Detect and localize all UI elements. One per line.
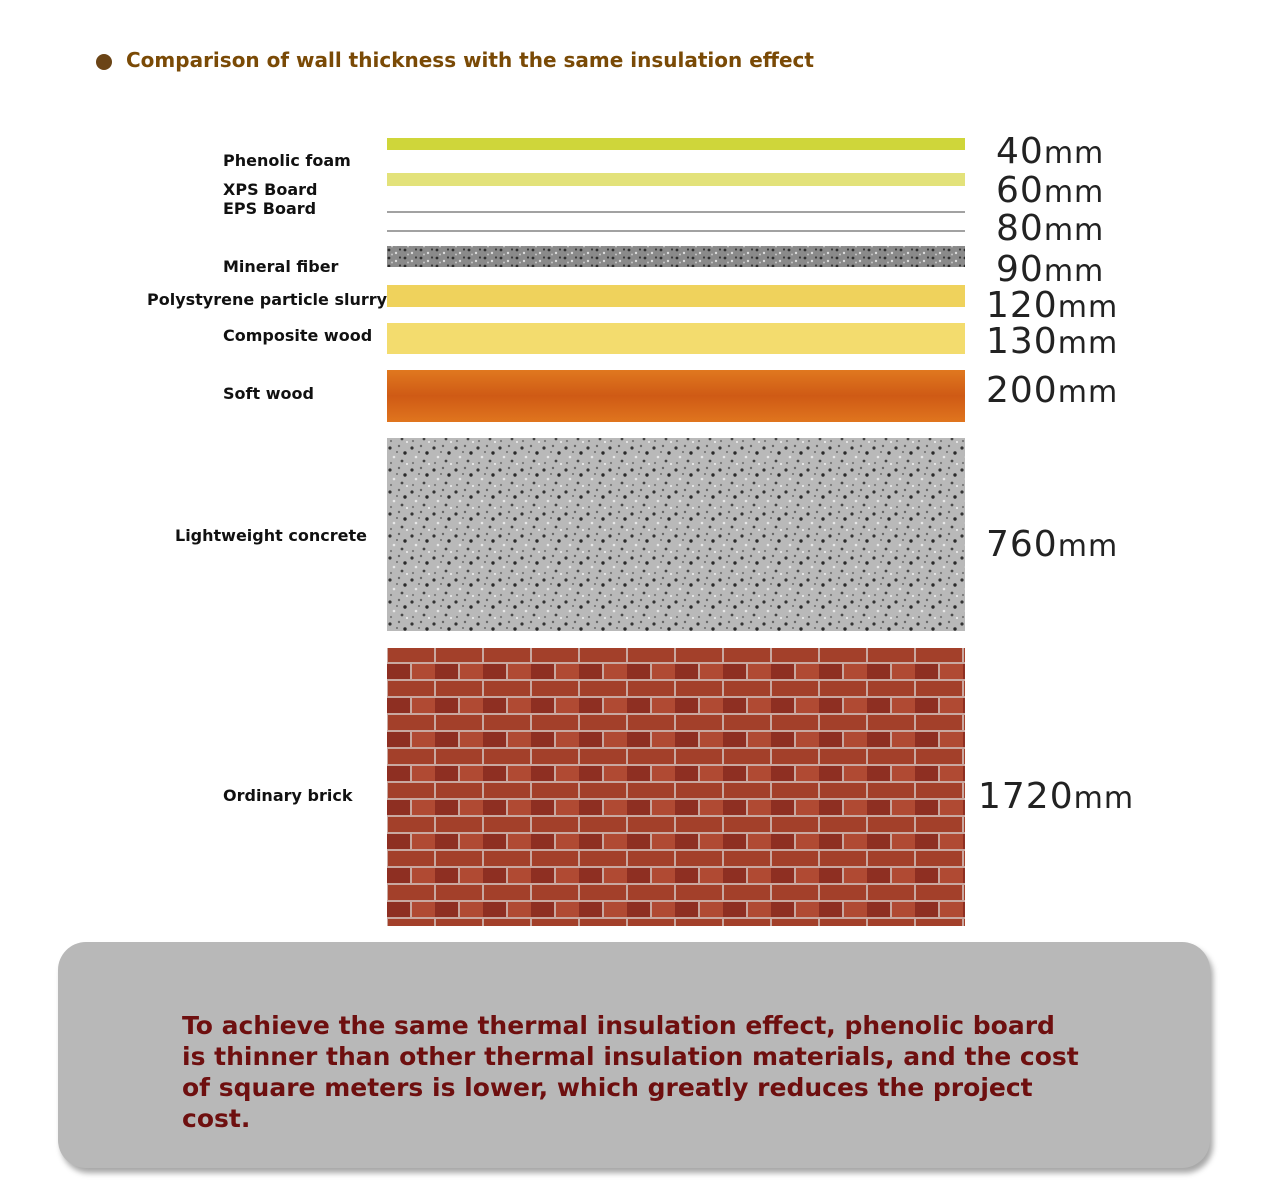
layer-mineral-fiber: [387, 246, 965, 267]
label-lightweight-concrete: Lightweight concrete: [175, 526, 367, 545]
layer-polystyrene-slurry: [387, 285, 965, 307]
bullet-icon: [96, 54, 112, 70]
label-soft-wood: Soft wood: [223, 384, 314, 403]
label-mineral-fiber: Mineral fiber: [223, 257, 339, 276]
layer-xps-board: [387, 173, 965, 186]
label-phenolic-foam: Phenolic foam: [223, 151, 351, 170]
thickness-eps-board: 80mm: [996, 208, 1105, 249]
thickness-lightweight-concrete: 760mm: [986, 524, 1119, 565]
label-ordinary-brick: Ordinary brick: [223, 786, 353, 805]
note-text: To achieve the same thermal insulation effect, phenolic board is thinner than other thermal insulation materials, and the cost of square meters is lower, which greatly reduces the project cost.: [182, 1011, 1079, 1133]
thickness-xps-board: 60mm: [996, 170, 1105, 211]
layer-soft-wood: [387, 370, 965, 422]
thickness-polystyrene-slurry: 120mm: [986, 285, 1119, 326]
thickness-mineral-fiber: 90mm: [996, 249, 1105, 290]
thickness-ordinary-brick: 1720mm: [978, 776, 1135, 817]
label-composite-wood: Composite wood: [223, 326, 373, 345]
thickness-composite-wood: 130mm: [986, 321, 1119, 362]
layer-strips: [387, 136, 967, 928]
page-title: Comparison of wall thickness with the same insulation effect: [126, 48, 814, 72]
label-eps-board: EPS Board: [223, 199, 317, 218]
thickness-phenolic-foam: 40mm: [996, 131, 1105, 172]
label-polystyrene-slurry: Polystyrene particle slurry: [147, 290, 388, 309]
label-xps-board: XPS Board: [223, 180, 318, 199]
note-box: [58, 942, 1210, 1168]
thickness-soft-wood: 200mm: [986, 370, 1119, 411]
header: [96, 48, 814, 72]
layer-ordinary-brick: [387, 648, 965, 926]
layer-lightweight-concrete: [387, 438, 965, 631]
layer-composite-wood: [387, 323, 965, 354]
layer-phenolic-foam: [387, 138, 965, 150]
